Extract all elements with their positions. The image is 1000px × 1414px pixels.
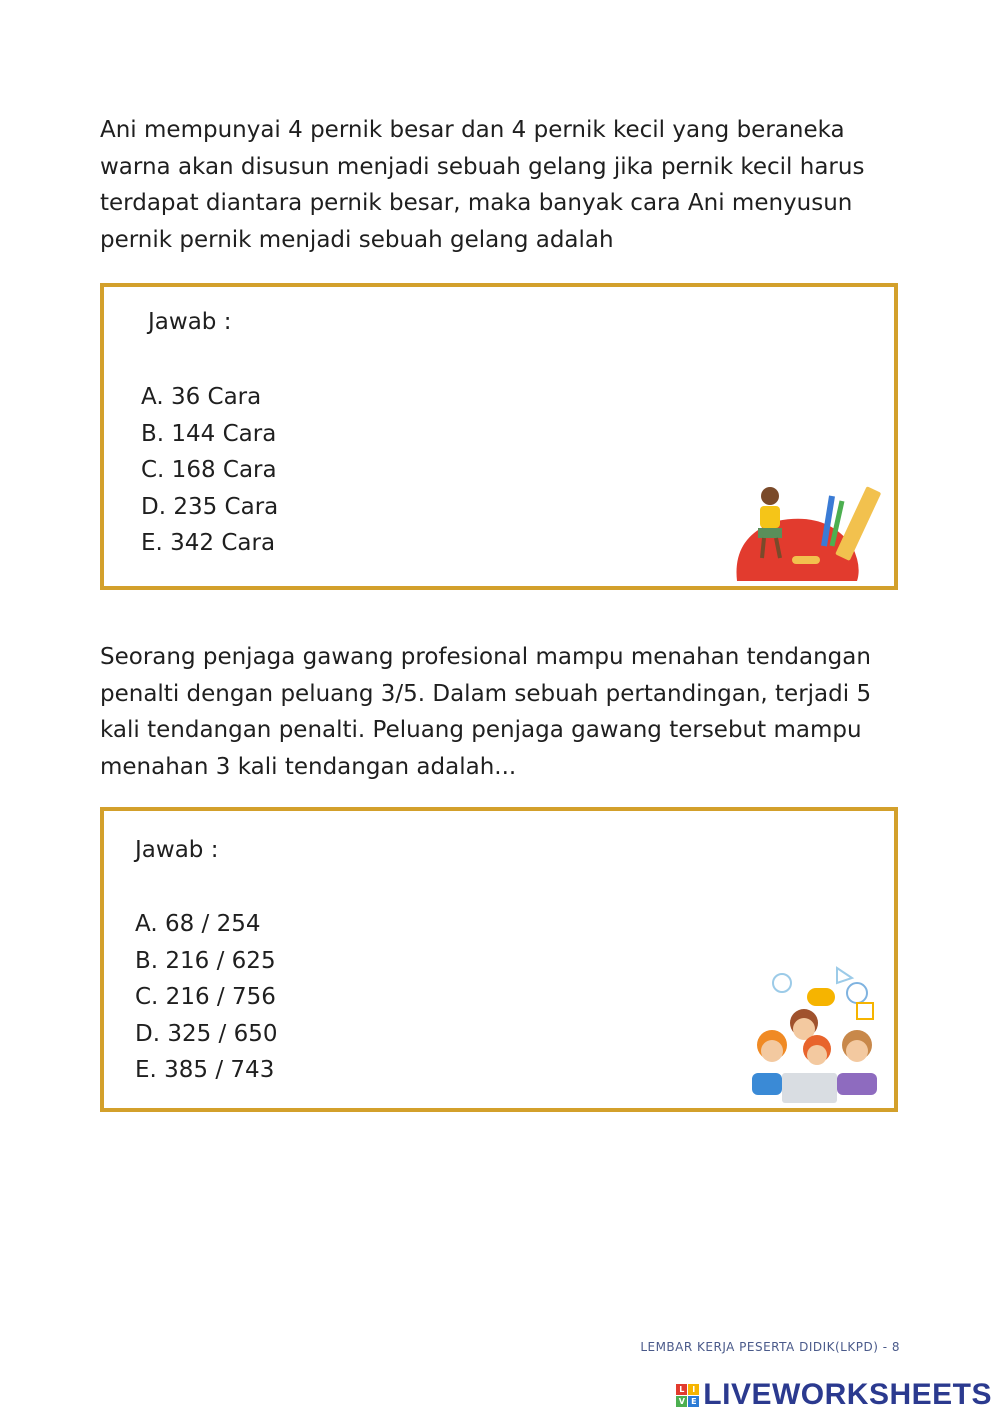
option-c: C. 216 / 756 [135, 984, 276, 1010]
option-b: B. 216 / 625 [135, 947, 276, 974]
answer-box-1 [100, 283, 898, 590]
brand-logo [676, 1378, 992, 1412]
liveworksheets-icon: L I V E [676, 1384, 699, 1407]
school-supplies-illustration [732, 476, 892, 586]
option-e: E. 342 Cara [141, 530, 276, 556]
answer-box-2 [100, 807, 898, 1112]
page-footer: LEMBAR KERJA PESERTA DIDIK(LKPD) - 8 [640, 1340, 900, 1354]
options-list [141, 379, 278, 562]
options-list [135, 906, 278, 1089]
question-1-text: Ani mempunyai 4 pernik besar dan 4 pernik kecil yang beraneka warna akan disusun menjadi sebuah gelang jika pernik kecil harus terdapat diantara pernik besar, maka banyak cara Ani menyusun pernik pernik menjadi sebuah gelang adalah [100, 117, 865, 253]
answer-label: Jawab : [135, 837, 219, 863]
option-b: B. 144 Cara [141, 420, 277, 447]
option-a: A. 68 / 254 [135, 911, 261, 937]
children-studying-illustration [742, 963, 892, 1108]
option-e: E. 385 / 743 [135, 1057, 275, 1083]
option-d: D. 235 Cara [141, 493, 279, 520]
question-2-text: Seorang penjaga gawang profesional mampu menahan tendangan penalti dengan peluang 3/5. Dalam sebuah pertandingan, terjadi 5 kali tendangan penalti. Peluang penjaga gawang tersebut mampu menahan 3 kali tendangan adalah... [100, 644, 872, 780]
brand-name: LIVEWORKSHEETS [703, 1378, 992, 1411]
option-d: D. 325 / 650 [135, 1020, 278, 1047]
option-c: C. 168 Cara [141, 457, 277, 483]
option-a: A. 36 Cara [141, 384, 262, 410]
answer-label: Jawab : [148, 309, 232, 335]
